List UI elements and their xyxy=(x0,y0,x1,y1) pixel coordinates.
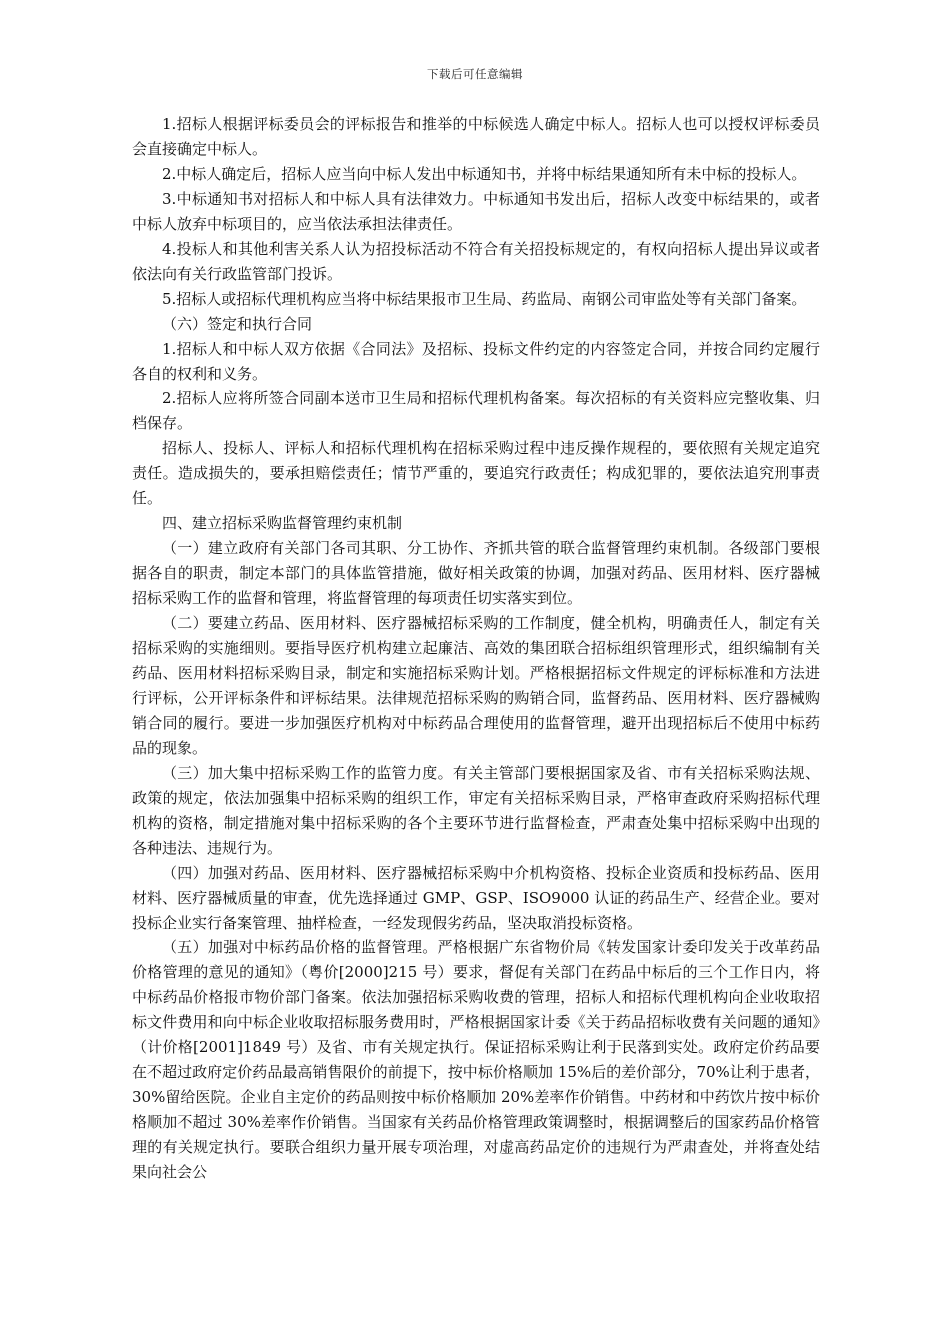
paragraph-liability: 招标人、投标人、评标人和招标代理机构在招标采购过程中违反操作规程的，要依照有关规定追究责任。造成损失的，要承担赔偿责任；情节严重的，要追究行政责任；构成犯罪的，要依法追究刑事责任。 xyxy=(132,439,820,508)
section-heading-supervision: 四、建立招标采购监督管理约束机制 xyxy=(162,514,403,533)
page-header: 下载后可任意编辑 xyxy=(427,67,523,81)
paragraph-supervision-2: （二）要建立药品、医用材料、医疗器械招标采购的工作制度，健全机构，明确责任人，制定有关招标采购的实施细则。要指导医疗机构建立起廉洁、高效的集团联合招标组织管理形式，组织编制有关药品、医用材料招标采购目录，制定和实施招标采购计划。严格根据招标文件规定的评标标准和方法进行评标，公开评标条件和评标结果。法律规范招标采购的购销合同，监督药品、医用材料、医疗器械购销合同的履行。要进一步加强医疗机构对中标药品合理使用的监督管理，避开出现招标后不使用中标药品的现象。 xyxy=(132,614,820,757)
paragraph-supervision-3: （三）加大集中招标采购工作的监管力度。有关主管部门要根据国家及省、市有关招标采购法规、政策的规定，依法加强集中招标采购的组织工作，审定有关招标采购目录，严格审查政府采购招标代理机构的资格，制定措施对集中招标采购的各个主要环节进行监督检查，严肃查处集中招标采购中出现的各种违法、违规行为。 xyxy=(132,763,820,857)
paragraph-award-5: 5.招标人或招标代理机构应当将中标结果报市卫生局、药监局、南钢公司审监处等有关部门备案。 xyxy=(162,289,807,308)
paragraph-supervision-4: （四）加强对药品、医用材料、医疗器械招标采购中介机构资格、投标企业资质和投标药品、医用材料、医疗器械质量的审查，优先选择通过 GMP、GSP、ISO9000 认证的药品生产、经营企业。要对投标企业实行备案管理、抽样检查，一经发现假劣药品，坚决取消投标资格。 xyxy=(132,863,820,932)
document-body xyxy=(132,112,820,1185)
paragraph-award-1: 1.招标人根据评标委员会的评标报告和推举的中标候选人确定中标人。招标人也可以授权评标委员会直接确定中标人。 xyxy=(132,115,820,158)
paragraph-supervision-1: （一）建立政府有关部门各司其职、分工协作、齐抓共管的联合监督管理约束机制。各级部门要根据各自的职责，制定本部门的具体监管措施，做好相关政策的协调，加强对药品、医用材料、医疗器械招标采购工作的监督和管理，将监督管理的每项责任切实落实到位。 xyxy=(132,539,820,608)
section-heading-contract: （六）签定和执行合同 xyxy=(162,314,313,333)
paragraph-award-2: 2.中标人确定后，招标人应当向中标人发出中标通知书，并将中标结果通知所有未中标的投标人。 xyxy=(162,164,807,183)
paragraph-award-3: 3.中标通知书对招标人和中标人具有法律效力。中标通知书发出后，招标人改变中标结果的，或者中标人放弃中标项目的，应当依法承担法律责任。 xyxy=(132,189,820,233)
paragraph-contract-1: 1.招标人和中标人双方依据《合同法》及招标、投标文件约定的内容签定合同，并按合同约定履行各自的权利和义务。 xyxy=(132,339,820,383)
paragraph-contract-2: 2.招标人应将所签合同副本送市卫生局和招标代理机构备案。每次招标的有关资料应完整收集、归档保存。 xyxy=(132,389,820,433)
paragraph-supervision-5: （五）加强对中标药品价格的监督管理。严格根据广东省物价局《转发国家计委印发关于改革药品价格管理的意见的通知》（粤价[2000]215 号）要求，督促有关部门在药品中标后的三个工作日内，将中标药品价格报市物价部门备案。依法加强招标采购收费的管理，招标人和招标代理机构向企业收取招标文件费用和向中标企业收取招标服务费用时，严格根据国家计委《关于药品招标收费有关问题的通知》（计价格[2001]1849 号）及省、市有关规定执行。保证招标采购让利于民落到实处。政府定价药品要在不超过政府定价药品最高销售限价的前提下，按中标价格顺加 15%后的差价部分，70%让利于患者，30%留给医院。企业自主定价的药品则按中标价格顺加 20%差率作价销售。中药材和中药饮片按中标价格顺加不超过 30%差率作价销售。当国家有关药品价格管理政策调整时，根据调整后的国家药品价格管理的有关规定执行。要联合组织力量开展专项治理，对虚高药品定价的违规行为严肃查处，并将查处结果向社会公 xyxy=(132,938,820,1182)
paragraph-award-4: 4.投标人和其他利害关系人认为招投标活动不符合有关招投标规定的，有权向招标人提出异议或者依法向有关行政监管部门投诉。 xyxy=(132,239,820,283)
